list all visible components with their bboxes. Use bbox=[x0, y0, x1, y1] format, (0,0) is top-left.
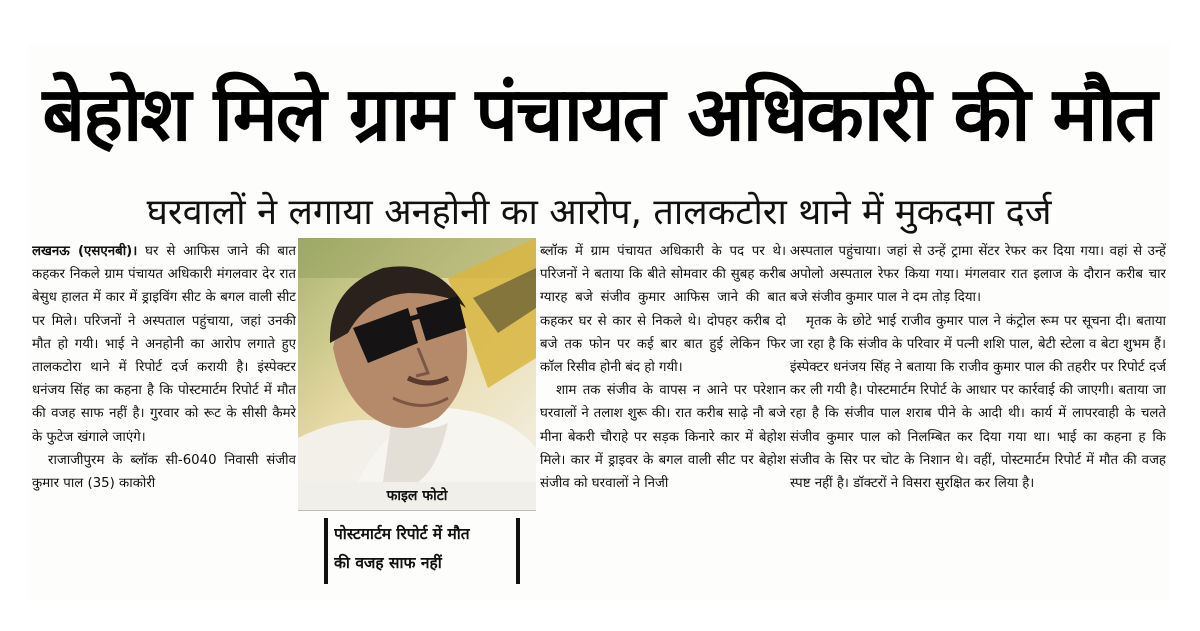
column-1-paragraph-1-text: घर से आफिस जाने की बात कहकर निकले ग्राम पंचायत अधिकारी मंगलवार देर रात बेसुध हालत में कार में ड्राइविंग सीट के बगल वाली सीट पर मिले। परिजनों ने अस्पताल पहुंचाया, जहां उनकी मौत हो गयी। भाई ने अनहोनी का आरोप लगाते हुए तालकटोरा थाने में रिपोर्ट दर्ज करायी है। इंस्पेक्टर धनंजय सिंह का कहना है कि पोस्टमार्टम रिपोर्ट में मौत की वजह साफ नहीं है। गुरवार को रूट के सीसी कैमरे के फुटेज खंगाले जाएंगे। bbox=[32, 244, 296, 445]
newspaper-clipping bbox=[28, 44, 1170, 600]
article-column-3 bbox=[540, 240, 786, 590]
article-column-4 bbox=[790, 240, 1166, 590]
column-4-paragraph-2: मृतक के छोटे भाई राजीव कुमार पाल ने कंट्रोल रूम पर सूचना दी। बताया जा रहा है कि संजीव के परिवार में पत्नी शशि पाल, बेटी स्टेला व बेटा शुभम हैं। इंस्पेक्टर धनंजय सिंह ने बताया कि राजीव कुमार पाल की तहरीर पर रिपोर्ट दर्ज कर ली गयी है। पोस्टमार्टम रिपोर्ट के आधार पर कार्रवाई की जाएगी। बताया जा रहा है कि संजीव पाल शराब पीने के आदी थी। कार्य में लापरवाही के चलते संजीव कुमार पाल को निलम्बित कर दिया गया था। भाई का कहना ह कि संजीव के सिर पर चोट के निशान थे। वहीं, पोस्टमार्टम रिपोर्ट में मौत की वजह स्पष्ट नहीं है। डॉक्टरों ने विसरा सुरक्षित कर लिया है। bbox=[790, 313, 1166, 492]
subheadline: घरवालों ने लगाया अनहोनी का आरोप, तालकटोरा थाने में मुकदमा दर्ज bbox=[146, 192, 1052, 233]
pull-quote-line-1: पोस्टमार्टम रिपोर्ट में मौत bbox=[334, 525, 470, 543]
column-1-paragraph-2: राजाजीपुरम के ब्लॉक सी-6040 निवासी संजीव कुमार पाल (35) काकोरी bbox=[32, 452, 296, 492]
column-4-paragraph-1: अस्पताल पहुंचाया। जहां से उन्हें ट्रामा सेंटर रेफर कर दिया गया। वहां से उन्हें अपोलो अस्पताल रेफर किया गया। मंगलवार रात इलाज के दौरान करीब चार बजे संजीव कुमार पाल ने दम तोड़ दिया। bbox=[790, 244, 1166, 306]
column-3-paragraph-2: शाम तक संजीव के वापस न आने पर परेशान घरवालों ने तलाश शुरू की। रात करीब साढ़े नौ बजे मीना बेकरी चौराहे पर सड़क किनारे कार में बेहोश मिले। कार में ड्राइवर के बगल वाली सीट पर बेहोश संजीव को घरवालों ने निजी bbox=[540, 383, 786, 492]
photo-caption: फाइल फोटो bbox=[298, 482, 536, 511]
dateline: लखनऊ (एसएनबी)। bbox=[32, 244, 138, 259]
file-photo bbox=[298, 238, 536, 482]
headline: बेहोश मिले ग्राम पंचायत अधिकारी की मौत bbox=[42, 70, 1156, 158]
article-column-1 bbox=[32, 240, 296, 590]
column-1-paragraph-1 bbox=[32, 240, 296, 449]
column-3-paragraph-1: ब्लॉक में ग्राम पंचायत अधिकारी के पद पर थे। परिजनों ने बताया कि बीते सोमवार की सुबह करीब ग्यारह बजे संजीव कुमार आफिस जाने की बात कहकर घर से कार से निकले थे। दोपहर करीब दो बजे तक फोन पर कई बार बात हुई लेकिन फिर कॉल रिसीव होनी बंद हो गयी। bbox=[540, 244, 786, 376]
pull-quote-line-2: की वजह साफ नहीं bbox=[334, 554, 442, 572]
file-photo-portrait bbox=[298, 238, 536, 482]
pull-quote bbox=[324, 518, 520, 584]
